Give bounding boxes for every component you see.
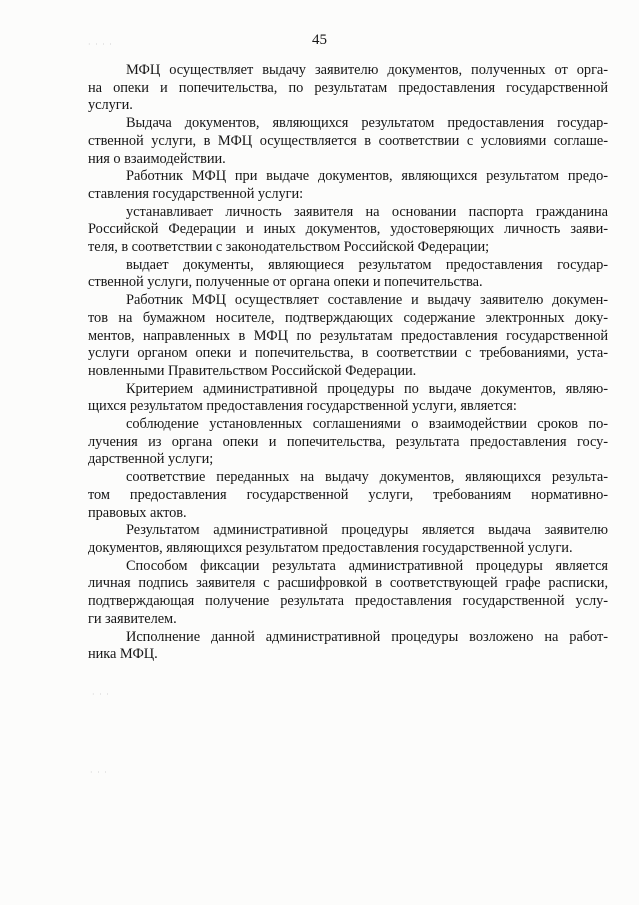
text-line: ставления государственной услуги:: [88, 185, 304, 202]
text-line: правовых актов.: [88, 504, 187, 521]
paragraph: [88, 558, 608, 629]
text-line: соблюдение установленных соглашениями о взаимодействии сроков по-: [126, 416, 608, 433]
text-line: ника МФЦ.: [88, 646, 158, 663]
text-line: тов на бумажном носителе, подтверждающих содержание электронных доку-: [88, 309, 608, 326]
text-line: Российской Федерации и иных документов, удостоверяющих личность заяви-: [88, 221, 608, 238]
text-line: личная подпись заявителя с расшифровкой в соответствующей графе расписки,: [88, 575, 608, 592]
text-line: Исполнение данной административной процедуры возложено на работ-: [126, 628, 608, 645]
text-line: новленными Правительством Российской Федерации.: [88, 362, 417, 379]
scan-artifact: · · · ·: [88, 40, 113, 49]
text-line: документов, являющихся результатом предоставления государственной услуги.: [88, 539, 573, 556]
paragraph: [88, 257, 608, 292]
text-line: устанавливает личность заявителя на основании паспорта гражданина: [126, 203, 608, 220]
text-line: ственной услуги, в МФЦ осуществляется в соответствии с условиями соглаше-: [88, 132, 608, 149]
text-line: Критерием административной процедуры по выдаче документов, являю-: [126, 380, 608, 397]
text-line: Работник МФЦ осуществляет составление и выдачу заявителю докумен-: [126, 292, 608, 309]
paragraph: [88, 381, 608, 416]
text-line: подтверждающая получение результата предоставления государственной услу-: [88, 593, 608, 610]
scan-artifact: · · ·: [92, 690, 110, 699]
text-line: ги заявителем.: [88, 610, 177, 627]
text-line: том предоставления государственной услуги, требованиям нормативно-: [88, 486, 608, 503]
text-line: щихся результатом предоставления государственной услуги, является:: [88, 398, 517, 415]
text-line: ственной услуги, полученные от органа опеки и попечительства.: [88, 274, 483, 291]
text-line: Результатом административной процедуры является выдача заявителю: [126, 522, 608, 539]
paragraph: [88, 629, 608, 664]
paragraph: [88, 204, 608, 257]
scan-artifact: · · ·: [90, 768, 108, 777]
text-line: дарственной услуги;: [88, 451, 214, 468]
paragraph: [88, 168, 608, 203]
paragraph: [88, 469, 608, 522]
text-line: услуги.: [88, 97, 133, 114]
text-line: выдает документы, являющиеся результатом предоставления государ-: [126, 256, 608, 273]
page-number: 45: [312, 32, 327, 48]
paragraph: [88, 416, 608, 469]
text-line: Работник МФЦ при выдаче документов, являющихся результатом предо-: [126, 168, 608, 185]
text-line: МФЦ осуществляет выдачу заявителю документов, полученных от орга-: [126, 62, 608, 78]
paragraph: [88, 522, 608, 557]
text-line: услуги органом опеки и попечительства, в соответствии с требованиями, уста-: [88, 345, 608, 362]
paragraph: [88, 292, 608, 381]
text-line: Способом фиксации результата административной процедуры является: [126, 557, 608, 574]
text-line: теля, в соответствии с законодательством Российской Федерации;: [88, 239, 490, 256]
paragraph: [88, 115, 608, 168]
document-body: [88, 62, 608, 664]
text-line: соответствие переданных на выдачу документов, являющихся результа-: [126, 469, 608, 486]
text-line: ментов, направленных в МФЦ по результатам предоставления государственной: [88, 327, 608, 344]
text-line: Выдача документов, являющихся результатом предоставления государ-: [126, 115, 608, 132]
text-line: лучения из органа опеки и попечительства, результата предоставления госу-: [88, 433, 608, 450]
text-line: на опеки и попечительства, по результатам предоставления государственной: [88, 79, 608, 96]
paragraph: [88, 62, 608, 115]
text-line: ния о взаимодействии.: [88, 150, 226, 167]
